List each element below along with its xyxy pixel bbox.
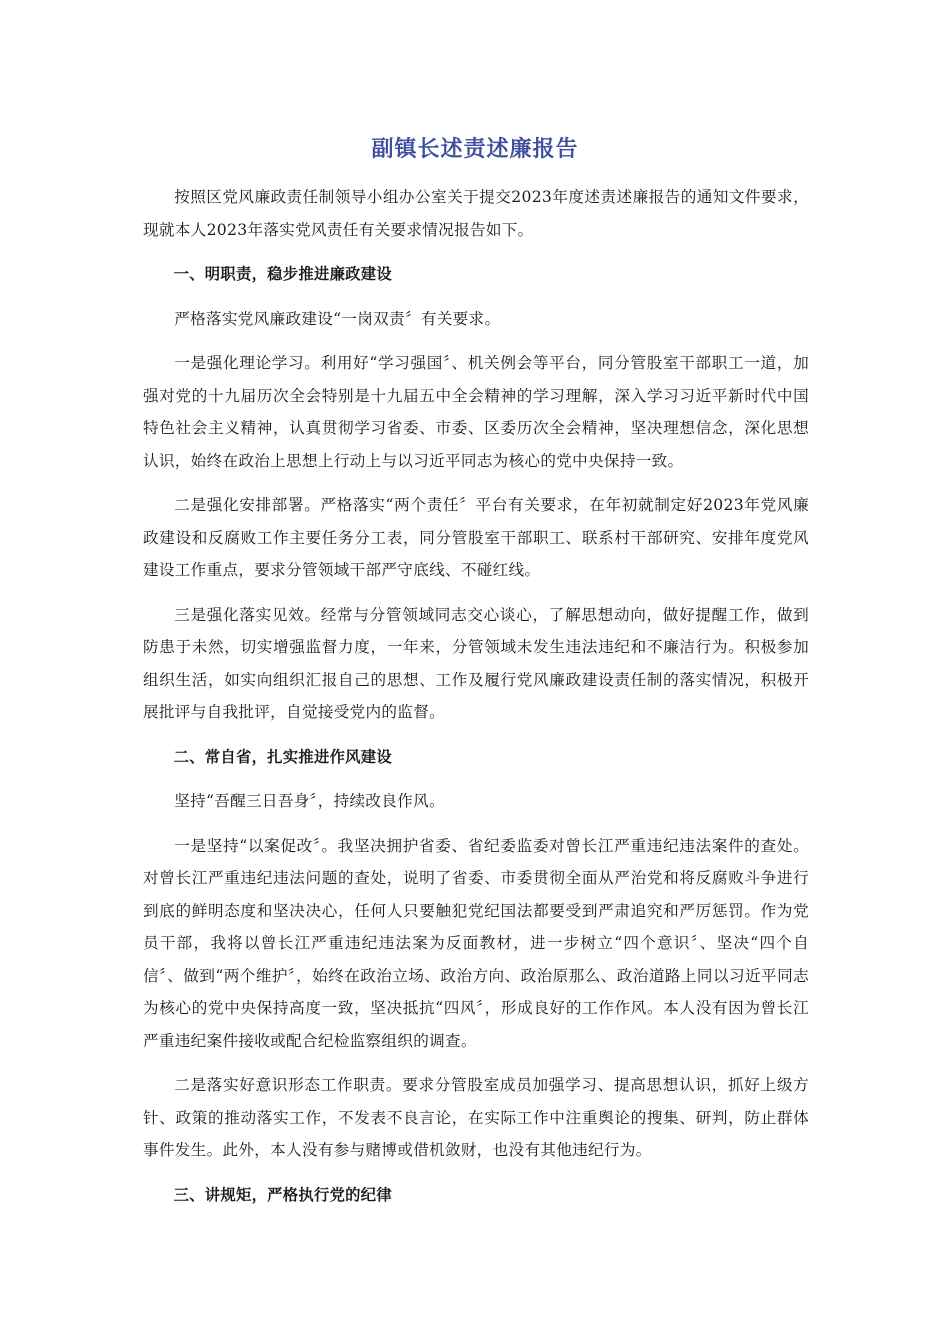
paragraph: 三是强化落实见效。经常与分管领域同志交心谈心，了解思想动向，做好提醒工作，做到防患于未然，切实增强监督力度，一年来，分管领域未发生违法违纪和不廉洁行为。积极参加组织生活，如实向组织汇报自己的思想、工作及履行党风廉政建设责任制的落实情况，积极开展批评与自我批评，自觉接受党内的监督。 [143,605,809,721]
paragraph: 二是强化安排部署。严格落实“两个责任〞平台有关要求，在年初就制定好2023年党风廉政建设和反腐败工作主要任务分工表，同分管股室干部职工、联系村干部研究、安排年度党风建设工作重点，要求分管领域干部严守底线、不碰红线。 [143,496,809,579]
paragraph: 坚持“吾醒三日吾身〞，持续改良作风。 [174,792,445,810]
section-heading-1: 一、明职责，稳步推进廉政建设 [173,265,392,283]
paragraph: 一是强化理论学习。利用好“学习强国〞、机关例会等平台，同分管股室干部职工一道，加强对党的十九届历次全会特别是十九届五中全会精神的学习理解，深入学习习近平新时代中国特色社会主义精神，认真贯彻学习省委、市委、区委历次全会精神，坚决理想信念，深化思想认识，始终在政治上思想上行动上与以习近平同志为核心的党中央保持一致。 [143,354,809,470]
intro-paragraph: 按照区党风廉政责任制领导小组办公室关于提交2023年度述责述廉报告的通知文件要求，现就本人2023年落实党风责任有关要求情况报告如下。 [143,188,809,239]
paragraph: 二是落实好意识形态工作职责。要求分管股室成员加强学习、提高思想认识，抓好上级方针、政策的推动落实工作，不发表不良言论，在实际工作中注重舆论的搜集、研判，防止群体事件发生。此外，本人没有参与赌博或借机敛财，也没有其他违纪行为。 [143,1076,809,1159]
document-body [143,181,809,1223]
section-heading-2: 二、常自省，扎实推进作风建设 [173,747,392,766]
document-title: 副镇长述责述廉报告 [371,137,579,162]
paragraph: 严格落实党风廉政建设“一岗双责〞有关要求。 [174,309,501,328]
paragraph: 一是坚持“以案促改〞。我坚决拥护省委、省纪委监委对曾长江严重违纪违法案件的查处。对曾长江严重违纪违法问题的查处，说明了省委、市委贯彻全面从严治党和将反腐败斗争进行到底的鲜明态度和坚决决心，任何人只要触犯党纪国法都要受到严肃追究和严厉惩罚。作为党员干部，我将以曾长江严重违纪违法案为反面教材，进一步树立“四个意识〞、坚决“四个自信〞、做到“两个维护〞，始终在政治立场、政治方向、政治原那么、政治道路上同以习近平同志为核心的党中央保持高度一致，坚决抵抗“四风〞，形成良好的工作作风。本人没有因为曾长江严重违纪案件接收或配合纪检监察组织的调查。 [143,836,809,1050]
section-heading-3: 三、讲规矩，严格执行党的纪律 [173,1185,392,1204]
